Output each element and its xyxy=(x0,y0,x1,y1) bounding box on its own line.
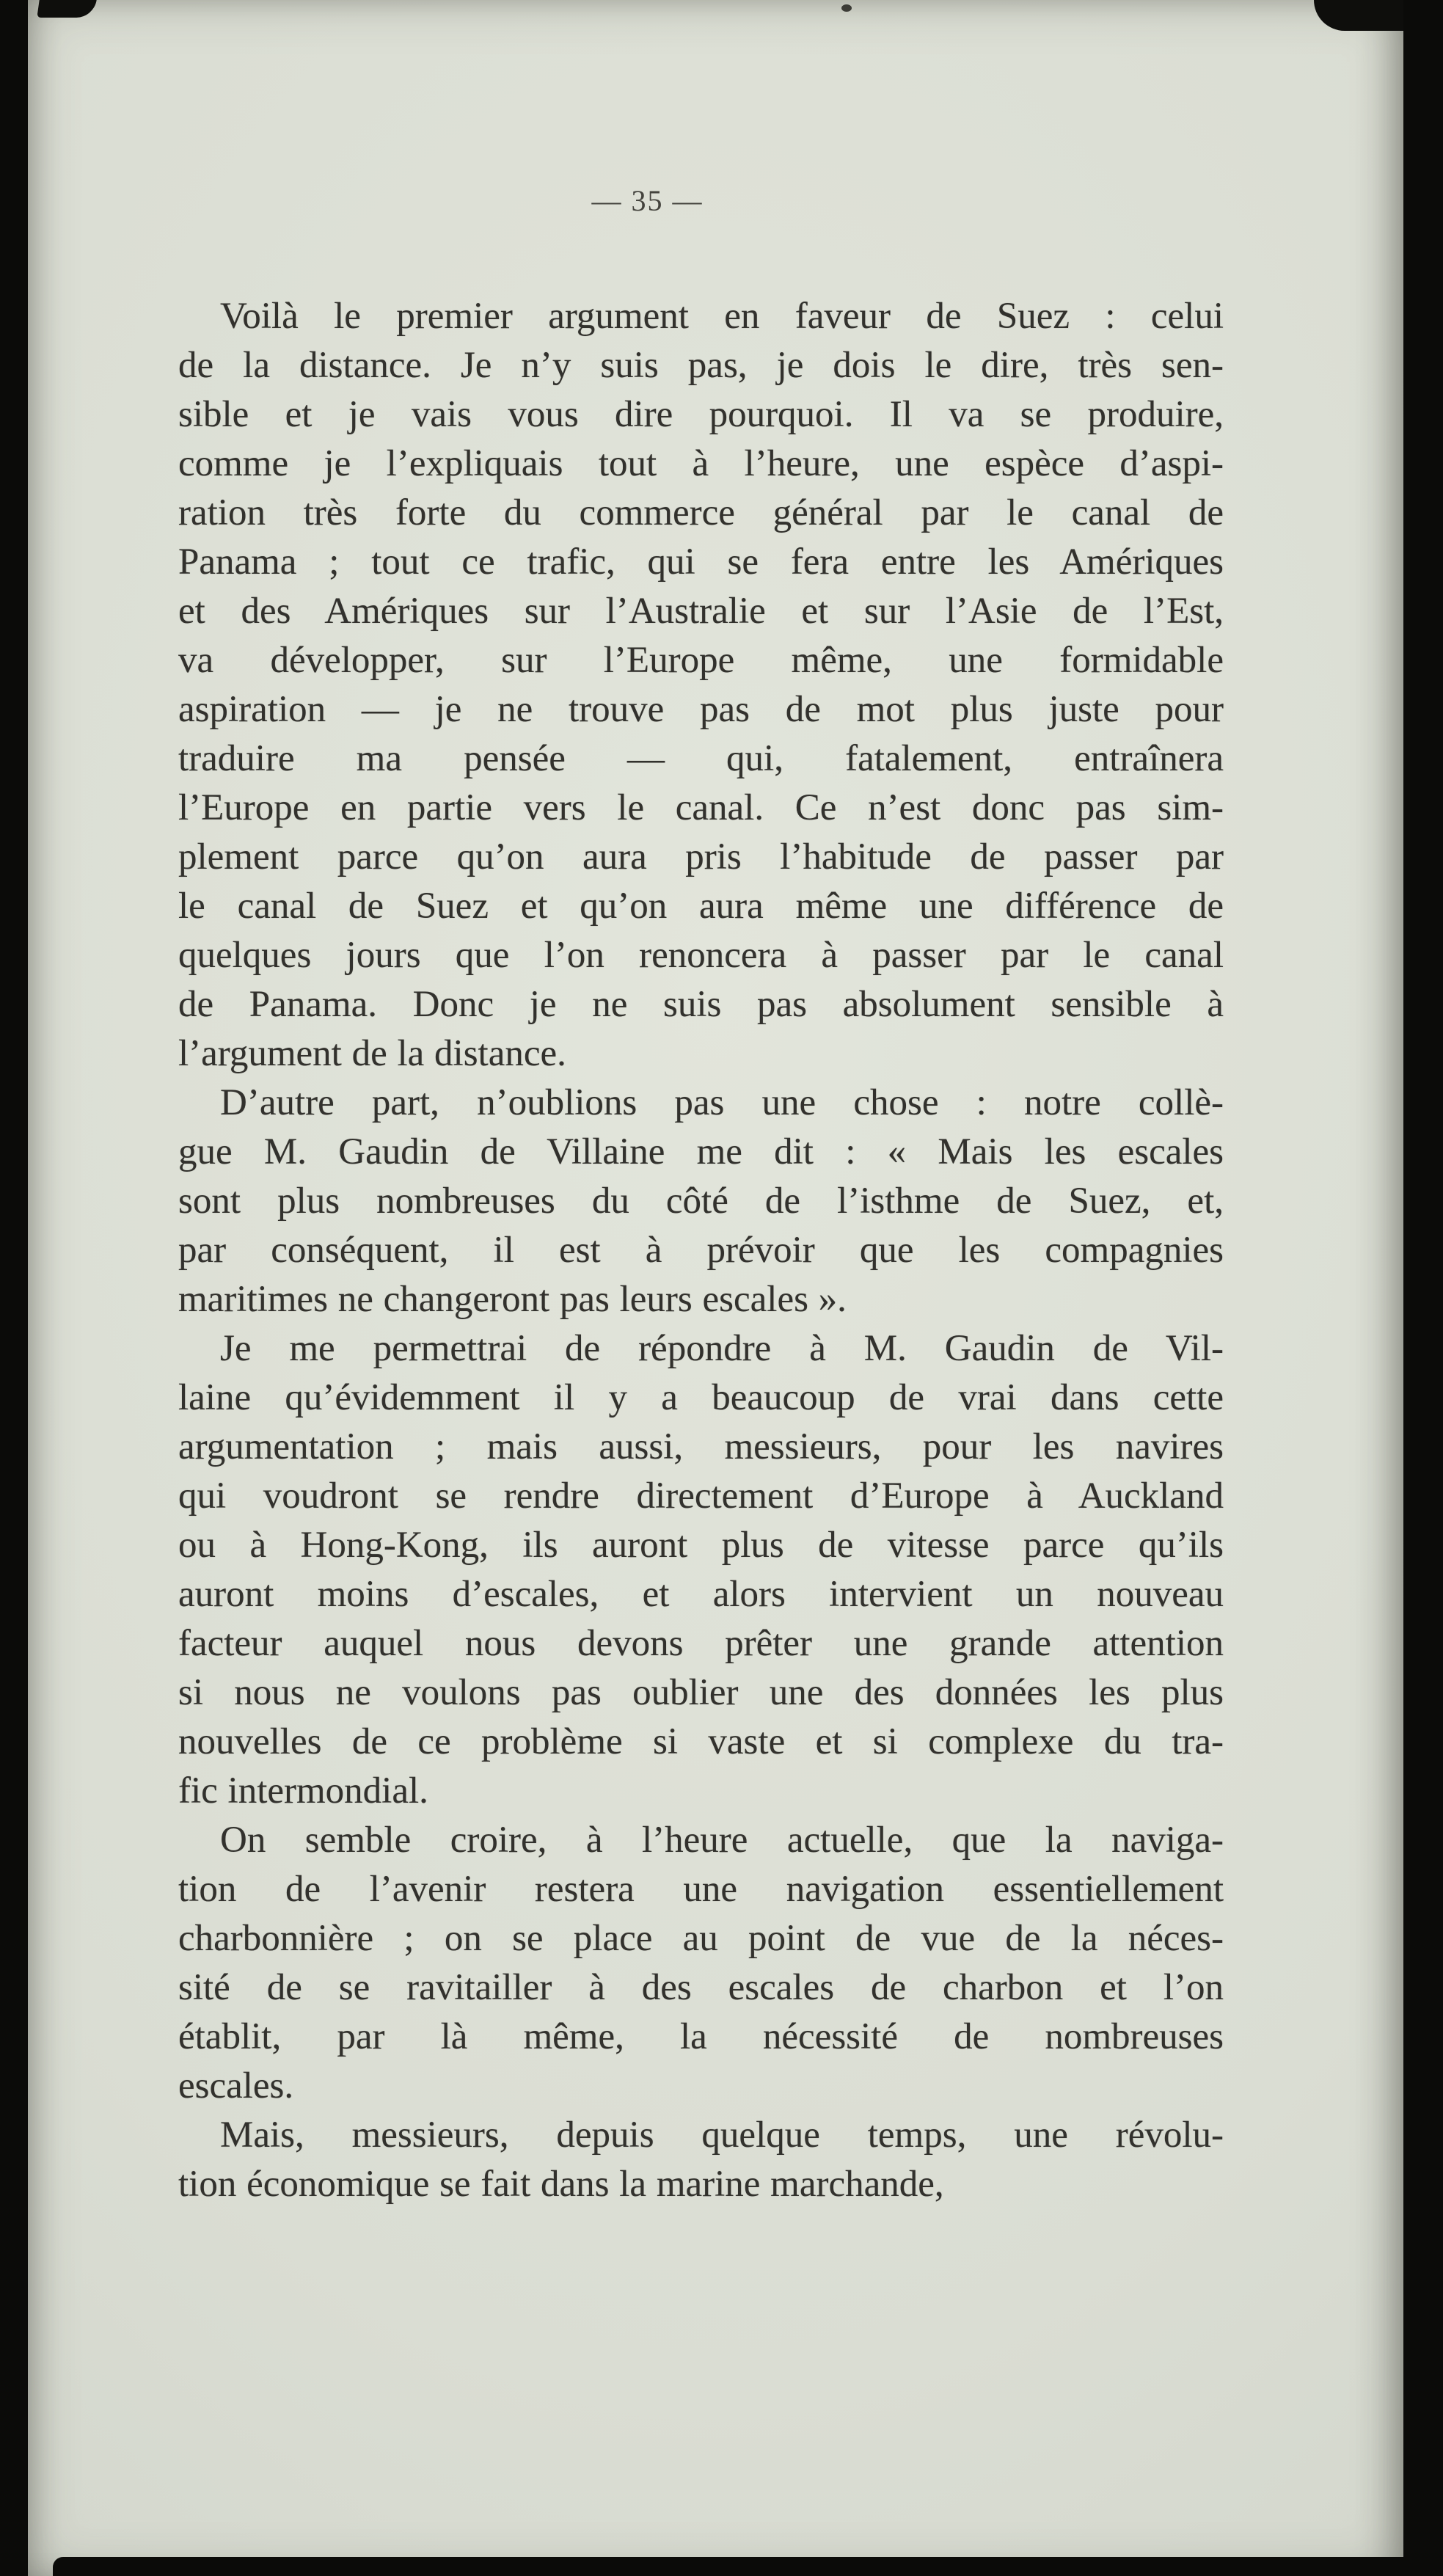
text-line: qui voudront se rendre directement d’Europe à Auckland xyxy=(178,1475,1224,1517)
text-line: gue M. Gaudin de Villaine me dit : « Mais les escales xyxy=(178,1131,1224,1172)
text-line: auront moins d’escales, et alors intervient un nouveau xyxy=(178,1574,1224,1615)
scan-corner-mark-top-right xyxy=(1314,0,1403,31)
paper xyxy=(28,0,1403,2576)
paragraph xyxy=(178,1816,1224,2111)
text-line: comme je l’expliquais tout à l’heure, une espèce d’aspi- xyxy=(178,443,1224,484)
text-line: ou à Hong-Kong, ils auront plus de vitesse parce qu’ils xyxy=(178,1525,1224,1566)
paragraph xyxy=(178,2111,1224,2209)
paragraph xyxy=(178,1324,1224,1816)
scan-edge-right xyxy=(1403,0,1443,2576)
text-line: Je me permettrai de répondre à M. Gaudin de Vil- xyxy=(220,1328,1224,1369)
text-line: va développer, sur l’Europe même, une formidable xyxy=(178,640,1224,681)
scan-edge-bottom xyxy=(53,2557,1403,2576)
text-line: quelques jours que l’on renoncera à passer par le canal xyxy=(178,935,1224,976)
page-number: — 35 — xyxy=(591,184,704,217)
text-line: On semble croire, à l’heure actuelle, que la naviga- xyxy=(220,1820,1224,1861)
text-line: Panama ; tout ce trafic, qui se fera entre les Amériques xyxy=(178,541,1224,583)
text-line: charbonnière ; on se place au point de vue de la néces- xyxy=(178,1918,1224,1959)
text-line: sité de se ravitailler à des escales de charbon et l’on xyxy=(178,1967,1224,2008)
text-line: l’Europe en partie vers le canal. Ce n’est donc pas sim- xyxy=(178,787,1224,828)
text-line: Mais, messieurs, depuis quelque temps, une révolu- xyxy=(220,2115,1224,2156)
paragraph xyxy=(178,292,1224,1079)
text-line: de la distance. Je n’y suis pas, je dois le dire, très sen- xyxy=(178,345,1224,386)
scan-edge-left xyxy=(0,0,28,2576)
text-line: sont plus nombreuses du côté de l’isthme de Suez, et, xyxy=(178,1181,1224,1222)
text-line: par conséquent, il est à prévoir que les compagnies xyxy=(178,1230,1224,1271)
scan-speck xyxy=(841,4,852,12)
text-line: facteur auquel nous devons prêter une grande attention xyxy=(178,1623,1224,1664)
text-line: escales. xyxy=(178,2065,294,2106)
text-block xyxy=(178,292,1224,2209)
text-line: traduire ma pensée — qui, fatalement, entraînera xyxy=(178,738,1224,779)
text-line: l’argument de la distance. xyxy=(178,1033,566,1074)
text-line: le canal de Suez et qu’on aura même une différence de xyxy=(178,886,1224,927)
text-line: et des Amériques sur l’Australie et sur l’Asie de l’Est, xyxy=(178,591,1224,632)
text-line: Voilà le premier argument en faveur de Suez : celui xyxy=(220,296,1224,337)
paragraph xyxy=(178,1079,1224,1324)
text-line: maritimes ne changeront pas leurs escales ». xyxy=(178,1279,847,1320)
text-line: nouvelles de ce problème si vaste et si complexe du tra- xyxy=(178,1721,1224,1762)
text-line: fic intermondial. xyxy=(178,1770,428,1811)
text-line: si nous ne voulons pas oublier une des données les plus xyxy=(178,1672,1224,1713)
text-line: laine qu’évidemment il y a beaucoup de vrai dans cette xyxy=(178,1377,1224,1418)
text-line: aspiration — je ne trouve pas de mot plus juste pour xyxy=(178,689,1224,730)
text-line: de Panama. Donc je ne suis pas absolument sensible à xyxy=(178,984,1224,1025)
text-line: argumentation ; mais aussi, messieurs, pour les navires xyxy=(178,1426,1224,1467)
text-line: établit, par là même, la nécessité de nombreuses xyxy=(178,2016,1224,2057)
text-line: ration très forte du commerce général par le canal de xyxy=(178,492,1224,533)
text-line: tion de l’avenir restera une navigation essentiellement xyxy=(178,1869,1224,1910)
text-line: sible et je vais vous dire pourquoi. Il va se produire, xyxy=(178,394,1224,435)
text-line: tion économique se fait dans la marine marchande, xyxy=(178,2164,944,2205)
text-line: D’autre part, n’oublions pas une chose : notre collè- xyxy=(220,1082,1224,1123)
scan-corner-mark-top-left xyxy=(37,0,96,18)
text-line: plement parce qu’on aura pris l’habitude de passer par xyxy=(178,836,1224,877)
